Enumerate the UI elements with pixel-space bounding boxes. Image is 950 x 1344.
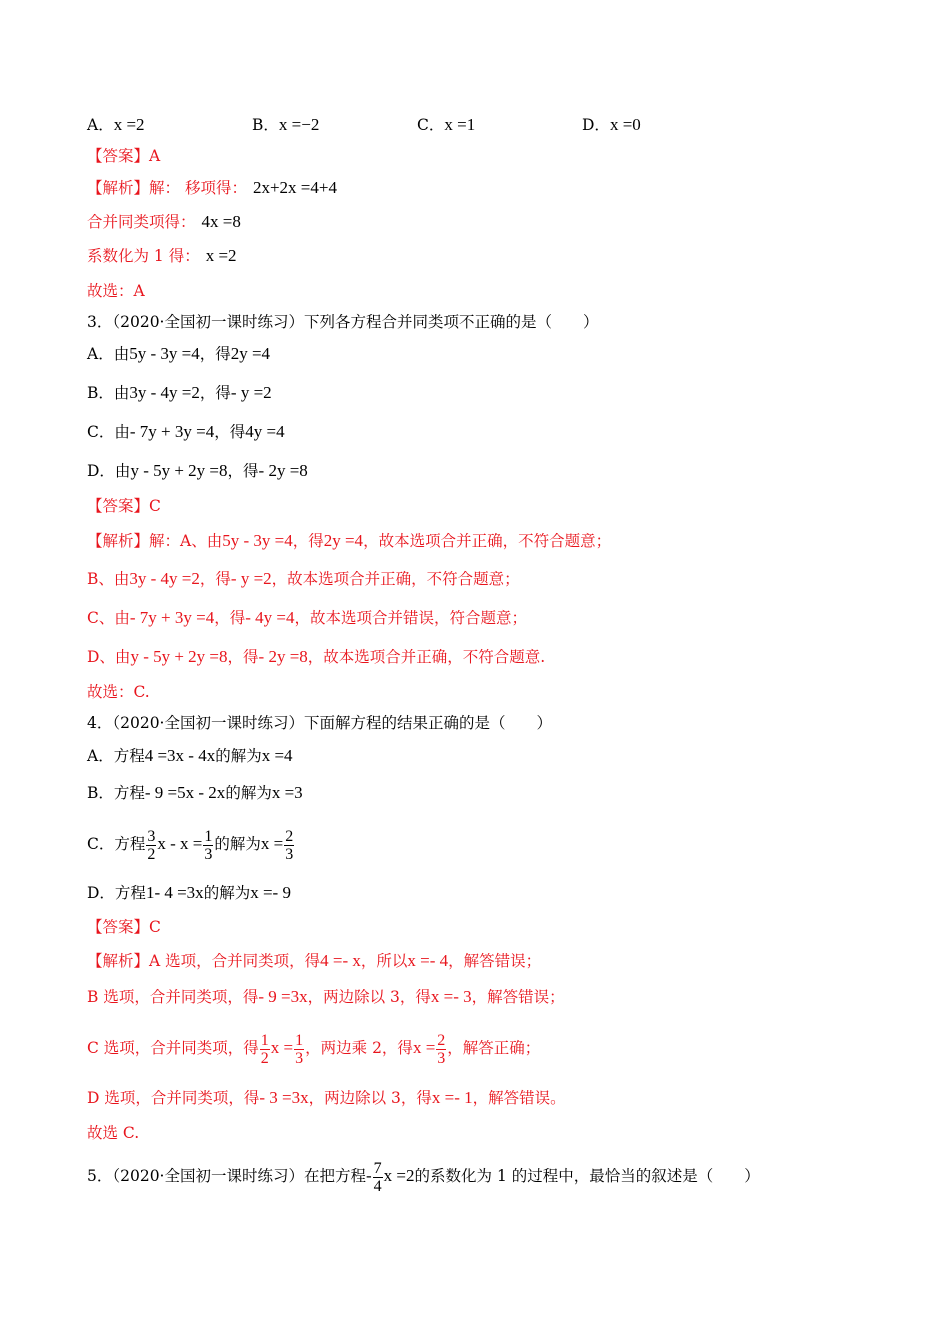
q2-answer: 【答案】A [87, 147, 161, 165]
q2-option-c: C．x =1 [417, 115, 476, 134]
q3-stem: 3．（2020·全国初一课时练习）下列各方程合并同类项不正确的是（ ） [87, 313, 599, 331]
q4-stem: 4．（2020·全国初一课时练习）下面解方程的结果正确的是（ ） [87, 714, 552, 732]
q3-option-d: D．由y - 5y + 2y =8，得- 2y =8 [87, 461, 308, 480]
fraction: $\frac{3}{2}$ [147, 827, 156, 863]
fraction: $\frac{1}{3}$ [204, 827, 213, 863]
fraction: $\frac{7}{4}$ [373, 1159, 382, 1195]
q4-option-b: B．方程- 9 =5x - 2x的解为x =3 [87, 783, 303, 802]
q3-analysis-b: B、由3y - 4y =2，得- y =2，故本选项合并正确，不符合题意； [87, 569, 520, 588]
q4-answer: 【答案】C [87, 918, 161, 936]
q3-answer: 【答案】C [87, 497, 161, 515]
q3-analysis-a: 【解析】解：A、由5y - 3y =4，得2y =4，故本选项合并正确，不符合题意； [87, 531, 612, 550]
fraction: $\frac{2}{3}$ [437, 1031, 446, 1067]
q2-option-a: A．x =2 [87, 115, 145, 134]
fraction: $\frac{1}{3}$ [295, 1031, 304, 1067]
q4-conclusion: 故选 C. [87, 1124, 140, 1142]
q3-option-c: C．由- 7y + 3y =4，得4y =4 [87, 422, 285, 441]
q4-analysis-d: D 选项，合并同类项，得- 3 =3x，两边除以 3，得x =- 1，解答错误。 [87, 1088, 566, 1107]
q5-stem: 5．（2020·全国初一课时练习）在把方程- $\frac{7}{4}$ x =2的系数化为 1 的过程中，最恰当的叙述是（ ） [87, 1159, 760, 1195]
q4-option-c: C．方程 $\frac{3}{2}$ x - x = $\frac{1}{3}$ 的解为x = $\frac{2}{3}$ [87, 827, 294, 863]
q3-analysis-c: C、由- 7y + 3y =4，得- 4y =4，故本选项合并错误，符合题意； [87, 608, 527, 627]
q4-option-d: D．方程1- 4 =3x的解为x =- 9 [87, 883, 291, 902]
q2-conclusion: 故选：A [87, 282, 145, 300]
q2-analysis-line-3: 系数化为 1 得： x =2 [87, 246, 237, 265]
q3-analysis-d: D、由y - 5y + 2y =8，得- 2y =8，故本选项合并正确，不符合题意. [87, 647, 546, 666]
q2-option-b: B．x =−2 [252, 115, 320, 134]
q2-analysis-line-1: 【解析】解： 移项得： 2x+2x =4+4 [87, 178, 337, 197]
q3-conclusion: 故选：C. [87, 683, 150, 701]
q4-analysis-c: C 选项，合并同类项，得 $\frac{1}{2}$ x = $\frac{1}{3}$ ，两边乘 2，得x = $\frac{2}{3}$ ，解答正确； [87, 1031, 541, 1067]
q4-option-a: A．方程4 =3x - 4x的解为x =4 [87, 746, 293, 765]
q4-analysis-b: B 选项，合并同类项，得- 9 =3x，两边除以 3，得x =- 3，解答错误； [87, 987, 565, 1006]
fraction: $\frac{1}{2}$ [260, 1031, 269, 1067]
q3-option-b: B．由3y - 4y =2，得- y =2 [87, 383, 272, 402]
q2-analysis-line-2: 合并同类项得： 4x =8 [87, 212, 241, 231]
q3-option-a: A．由5y - 3y =4，得2y =4 [87, 344, 271, 363]
q2-option-d: D．x =0 [582, 115, 641, 134]
q4-analysis-a: 【解析】A 选项，合并同类项，得4 =- x，所以x =- 4，解答错误； [87, 951, 542, 970]
fraction: $\frac{2}{3}$ [285, 827, 294, 863]
